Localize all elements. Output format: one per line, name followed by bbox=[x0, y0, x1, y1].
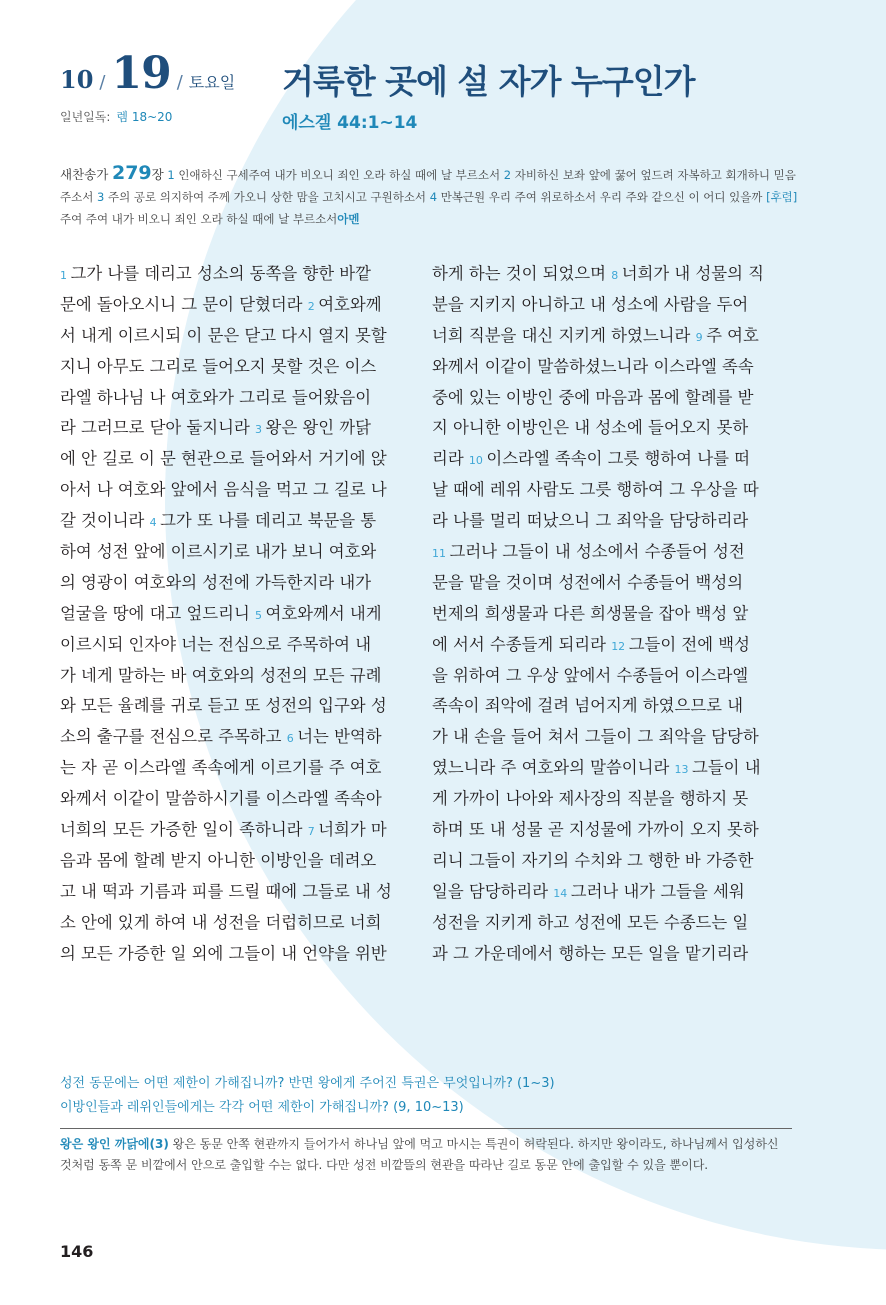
hymn-unit: 장 bbox=[151, 167, 164, 182]
date-header bbox=[60, 48, 235, 99]
verse-number: 8 bbox=[611, 269, 622, 282]
scripture-line bbox=[432, 352, 800, 383]
scripture-line bbox=[432, 908, 800, 939]
hymn-verse-text: 자비하신 보좌 앞에 꿇어 엎드려 자복하고 회개하니 믿음 주소서 bbox=[60, 168, 796, 204]
scripture-line bbox=[432, 630, 800, 661]
verse-text: 주 여호 bbox=[706, 325, 759, 345]
verse-number: 10 bbox=[468, 454, 487, 468]
divider bbox=[60, 1128, 792, 1129]
scripture-line bbox=[60, 537, 428, 568]
scripture-line bbox=[432, 506, 800, 537]
verse-number: 9 bbox=[695, 330, 707, 344]
scripture-column-right bbox=[432, 259, 800, 969]
date-month: 10 bbox=[60, 65, 94, 94]
verse-text: 너는 반역하 bbox=[297, 727, 382, 747]
scripture-line bbox=[432, 321, 800, 352]
commentary-note bbox=[60, 1134, 792, 1176]
scripture-line bbox=[60, 691, 428, 722]
passage-reference: 에스겔 44:1~14 bbox=[282, 113, 418, 133]
yearly-reading bbox=[60, 108, 172, 125]
verse-text: 이스라엘 족속이 그릇 행하여 나를 떠 bbox=[486, 449, 750, 469]
verse-text: 가 내 손을 들어 쳐서 그들이 그 죄악을 담당하 bbox=[432, 727, 759, 747]
verse-text: 지 아니한 이방인은 내 성소에 들어오지 못하 bbox=[432, 418, 749, 438]
verse-text: 아서 나 여호와 앞에서 음식을 먹고 그 길로 나 bbox=[60, 480, 387, 500]
date-slash-2: / bbox=[176, 72, 183, 93]
date-weekday: 토요일 bbox=[188, 73, 236, 92]
scripture-line bbox=[432, 413, 800, 444]
date-slash: / bbox=[99, 72, 106, 93]
scripture-line bbox=[60, 290, 428, 321]
hymn-verse-text: 만복근원 우리 주여 위로하소서 우리 주와 같으신 이 어디 있을까 bbox=[440, 190, 763, 204]
verse-text: 여호와께서 내게 bbox=[265, 603, 382, 623]
scripture-line bbox=[60, 753, 428, 784]
verse-text: 리라 bbox=[432, 449, 469, 469]
verse-text: 을 위하여 그 우상 앞에서 수종들어 이스라엘 bbox=[432, 665, 749, 685]
hymn-number: 279 bbox=[111, 162, 152, 184]
verse-text: 지니 아무도 그리로 들어오지 못할 것은 이스 bbox=[60, 356, 377, 376]
verse-text: 라 나를 멀리 떠났으니 그 죄악을 담당하리라 bbox=[432, 511, 749, 531]
scripture-line bbox=[60, 506, 428, 537]
meditation-questions bbox=[60, 1072, 555, 1120]
verse-text: 고 내 떡과 기름과 피를 드릴 때에 그들로 내 성 bbox=[60, 881, 392, 901]
verse-text: 그들이 내 bbox=[692, 758, 761, 778]
hymn-refrain-text: 주여 주여 내가 비오니 죄인 오라 하실 때에 날 부르소서 bbox=[60, 212, 338, 226]
scripture-line bbox=[432, 722, 800, 753]
verse-text: 하게 하는 것이 되었으며 bbox=[432, 264, 612, 283]
scripture-line bbox=[432, 444, 800, 475]
scripture-line bbox=[60, 352, 428, 383]
verse-text: 날 때에 레위 사람도 그릇 행하여 그 우상을 따 bbox=[432, 480, 759, 500]
verse-text: 와께서 이같이 말씀하시기를 이스라엘 족속아 bbox=[60, 789, 382, 809]
scripture-line bbox=[432, 877, 800, 908]
scripture-line bbox=[60, 321, 428, 352]
scripture-line bbox=[432, 846, 800, 877]
scripture-line bbox=[432, 568, 800, 599]
verse-text: 여호와께 bbox=[318, 294, 382, 314]
verse-number: 13 bbox=[674, 763, 693, 777]
scripture-line bbox=[432, 691, 800, 722]
page-number: 146 bbox=[60, 1242, 94, 1261]
verse-text: 에 안 길로 이 문 현관으로 들어와서 거기에 앉 bbox=[60, 449, 387, 469]
hymn-block bbox=[60, 162, 805, 230]
scripture-line bbox=[60, 475, 428, 506]
verse-text: 그러나 내가 그들을 세워 bbox=[570, 881, 745, 901]
scripture-line bbox=[432, 475, 800, 506]
verse-text: 얼굴을 땅에 대고 엎드리니 bbox=[60, 603, 256, 623]
verse-text: 너희의 모든 가증한 일이 족하니라 bbox=[60, 820, 308, 840]
verse-text: 왕은 왕인 까닭 bbox=[265, 418, 371, 438]
verse-text: 족속이 죄악에 걸려 넘어지게 하였으므로 내 bbox=[432, 696, 744, 716]
verse-text: 성전을 지키게 하고 성전에 모든 수종드는 일 bbox=[432, 912, 749, 932]
scripture-line bbox=[432, 939, 800, 970]
verse-text: 이르시되 인자야 너는 전심으로 주목하여 내 bbox=[60, 634, 372, 654]
reading-label: 일년일독: bbox=[60, 110, 111, 124]
scripture-line bbox=[432, 599, 800, 630]
scripture-line bbox=[60, 815, 428, 846]
hymn-verse-num: 1 bbox=[167, 168, 175, 182]
verse-text: 갈 것이니라 bbox=[60, 511, 150, 531]
verse-text: 가 네게 말하는 바 여호와의 성전의 모든 규례 bbox=[60, 665, 382, 685]
hymn-refrain-label: [후렴] bbox=[766, 190, 798, 204]
hymn-label: 새찬송가 bbox=[60, 167, 109, 182]
verse-number: 11 bbox=[432, 547, 450, 561]
verse-number: 3 bbox=[255, 423, 266, 437]
note-label: 왕은 왕인 까닭에(3) bbox=[60, 1137, 169, 1151]
verse-text: 와 모든 율례를 귀로 듣고 또 성전의 입구와 성 bbox=[60, 696, 387, 716]
reading-ref: 렘 18~20 bbox=[116, 110, 173, 124]
verse-text: 소의 출구를 전심으로 주목하고 bbox=[60, 727, 287, 747]
hymn-amen: 아멘 bbox=[337, 212, 360, 226]
scripture-line bbox=[60, 383, 428, 414]
verse-number: 14 bbox=[553, 886, 571, 900]
scripture-line bbox=[60, 661, 428, 692]
verse-text: 라 그러므로 닫아 둘지니라 bbox=[60, 418, 256, 438]
scripture-line bbox=[432, 537, 800, 568]
verse-text: 과 그 가운데에서 행하는 모든 일을 맡기리라 bbox=[432, 943, 749, 963]
scripture-line bbox=[60, 444, 428, 475]
scripture-line bbox=[432, 753, 800, 784]
verse-text: 그러나 그들이 내 성소에서 수종들어 성전 bbox=[449, 542, 745, 562]
scripture-line bbox=[60, 630, 428, 661]
verse-text: 너희가 마 bbox=[318, 820, 387, 840]
verse-text: 그들이 전에 백성 bbox=[628, 634, 750, 654]
date-day: 19 bbox=[111, 48, 171, 99]
page-title: 거룩한 곳에 설 자가 누구인가 bbox=[282, 62, 695, 101]
scripture-line bbox=[60, 722, 428, 753]
verse-text: 너희 직분을 대신 지키게 하였느니라 bbox=[432, 325, 696, 345]
verse-text: 서 내게 이르시되 이 문은 닫고 다시 열지 못할 bbox=[60, 325, 387, 345]
verse-text: 의 영광이 여호와의 성전에 가득한지라 내가 bbox=[60, 572, 372, 592]
verse-number: 2 bbox=[307, 299, 319, 313]
scripture-line bbox=[60, 568, 428, 599]
hymn-verse-num: 4 bbox=[429, 190, 438, 204]
verse-text: 분을 지키지 아니하고 내 성소에 사람을 두어 bbox=[432, 294, 749, 314]
verse-text: 와께서 이같이 말씀하셨느니라 이스라엘 족속 bbox=[432, 356, 754, 376]
hymn-verse-text: 주의 공로 의지하여 주께 가오니 상한 맘을 고치시고 구원하소서 bbox=[107, 190, 427, 204]
scripture-line bbox=[60, 599, 428, 630]
hymn-verse-num: 2 bbox=[503, 168, 512, 182]
verse-text: 문을 맡을 것이며 성전에서 수종들어 백성의 bbox=[432, 572, 744, 592]
verse-number: 1 bbox=[60, 269, 71, 282]
hymn-verse-num: 3 bbox=[96, 190, 105, 204]
hymn-verse-text: 인애하신 구세주여 내가 비오니 죄인 오라 하실 때에 날 부르소서 bbox=[178, 168, 501, 182]
scripture-line bbox=[432, 815, 800, 846]
verse-text: 라엘 하나님 나 여호와가 그리로 들어왔음이 bbox=[60, 387, 372, 407]
verse-text: 중에 있는 이방인 중에 마음과 몸에 할례를 받 bbox=[432, 387, 754, 407]
scripture-line bbox=[60, 784, 428, 815]
verse-text: 는 자 곧 이스라엘 족속에게 이르기를 주 여호 bbox=[60, 758, 382, 778]
scripture-line bbox=[60, 413, 428, 444]
verse-text: 하며 또 내 성물 곧 지성물에 가까이 오지 못하 bbox=[432, 820, 759, 840]
verse-text: 일을 담당하리라 bbox=[432, 881, 554, 901]
question-item: 성전 동문에는 어떤 제한이 가해집니까? 반면 왕에게 주어진 특권은 무엇입니까? (1~3) bbox=[60, 1076, 555, 1091]
verse-text: 의 모든 가증한 일 외에 그들이 내 언약을 위반 bbox=[60, 943, 387, 963]
verse-number: 4 bbox=[149, 516, 161, 530]
verse-text: 소 안에 있게 하여 내 성전을 더럽히므로 너희 bbox=[60, 912, 382, 932]
scripture-line bbox=[60, 259, 428, 290]
scripture-column-left bbox=[60, 259, 428, 969]
verse-number: 6 bbox=[286, 732, 298, 746]
scripture-line bbox=[432, 383, 800, 414]
verse-text: 리니 그들이 자기의 수치와 그 행한 바 가증한 bbox=[432, 850, 754, 870]
note-text: 왕은 동문 안쪽 현관까지 들어가서 하나님 앞에 먹고 마시는 특권이 허락된다. 하지만 왕이라도, 하나님께서 입성하신 것처럼 동쪽 문 비깥에서 안으로 출입할 수는 없다. 다만 성전 비깥뜰의 현관을 따라난 길로 동문 안에 출입할 수 있을 뿐이다. bbox=[60, 1137, 779, 1172]
verse-number: 7 bbox=[307, 825, 319, 839]
verse-text: 너희가 내 성물의 직 bbox=[621, 264, 764, 283]
verse-text: 하여 성전 앞에 이르시기로 내가 보니 여호와 bbox=[60, 542, 377, 562]
scripture-line bbox=[60, 939, 428, 970]
scripture-line bbox=[432, 661, 800, 692]
verse-text: 그가 또 나를 데리고 북문을 통 bbox=[160, 511, 377, 531]
verse-text: 문에 돌아오시니 그 문이 닫혔더라 bbox=[60, 294, 308, 314]
verse-text: 그가 나를 데리고 성소의 동쪽을 향한 바깥 bbox=[70, 264, 371, 283]
scripture-line bbox=[432, 259, 800, 290]
scripture-line bbox=[60, 908, 428, 939]
scripture-line bbox=[432, 784, 800, 815]
verse-text: 였느니라 주 여호와의 말씀이니라 bbox=[432, 758, 675, 778]
verse-number: 12 bbox=[611, 639, 629, 653]
question-item: 이방인들과 레위인들에게는 각각 어떤 제한이 가해집니까? (9, 10~13) bbox=[60, 1100, 464, 1115]
verse-text: 게 가까이 나아와 제사장의 직분을 행하지 못 bbox=[432, 789, 749, 809]
scripture-line bbox=[60, 846, 428, 877]
scripture-line bbox=[432, 290, 800, 321]
scripture-line bbox=[60, 877, 428, 908]
verse-text: 에 서서 수종들게 되리라 bbox=[432, 634, 612, 654]
verse-text: 음과 몸에 할례 받지 아니한 이방인을 데려오 bbox=[60, 850, 377, 870]
verse-text: 번제의 희생물과 다른 희생물을 잡아 백성 앞 bbox=[432, 603, 749, 623]
verse-number: 5 bbox=[255, 608, 266, 622]
